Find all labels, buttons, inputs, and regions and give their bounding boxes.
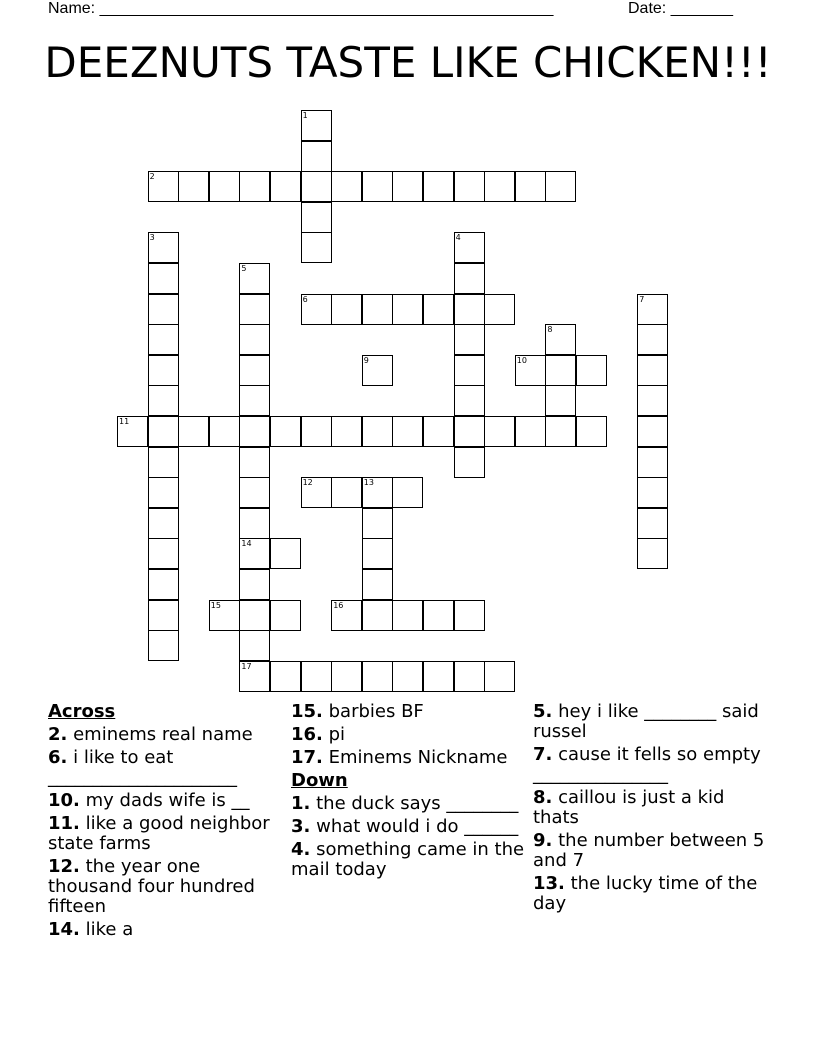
grid-cell[interactable] <box>576 355 607 386</box>
cell-number: 1 <box>302 111 308 120</box>
clue-down-9: 9. the number between 5 and 7 <box>533 830 765 871</box>
grid-cell[interactable] <box>454 294 485 325</box>
grid-cell[interactable] <box>637 324 668 355</box>
grid-cell[interactable] <box>637 538 668 569</box>
grid-cell[interactable] <box>178 416 209 447</box>
grid-cell[interactable] <box>239 661 270 692</box>
grid-cell[interactable] <box>239 294 270 325</box>
grid-cell[interactable] <box>545 385 576 416</box>
cell-number: 15 <box>210 600 221 610</box>
grid-cell[interactable] <box>392 477 423 508</box>
grid-cell[interactable] <box>239 477 270 508</box>
grid-cell[interactable] <box>239 538 270 569</box>
grid-cell[interactable] <box>454 232 485 263</box>
grid-cell[interactable] <box>392 294 423 325</box>
grid-cell[interactable] <box>545 416 576 447</box>
grid-cell[interactable] <box>148 538 179 569</box>
grid-cell[interactable] <box>148 600 179 631</box>
grid-cell[interactable] <box>270 416 301 447</box>
grid-cell[interactable] <box>454 324 485 355</box>
grid-cell[interactable] <box>484 171 515 202</box>
cell-number: 4 <box>455 233 461 243</box>
grid-cell[interactable] <box>148 447 179 478</box>
clue-across-11: 11. like a good neighbor state farms <box>48 813 270 854</box>
cell-number: 17 <box>241 661 252 671</box>
grid-cell[interactable] <box>637 508 668 539</box>
grid-cell[interactable] <box>454 385 485 416</box>
clue-down-8: 8. caillou is just a kid thats <box>533 787 725 828</box>
clue-down-3: 3. what would i do ______ <box>291 816 519 837</box>
grid-cell[interactable] <box>362 294 393 325</box>
grid-cell[interactable] <box>331 171 362 202</box>
grid-cell[interactable] <box>239 385 270 416</box>
grid-cell[interactable] <box>331 661 362 692</box>
clue-across-6: 6. i like to eat _____________________ <box>48 747 237 788</box>
clue-across-14: 14. like a <box>48 919 134 940</box>
grid-cell[interactable] <box>148 385 179 416</box>
clue-across-16: 16. pi <box>291 724 346 745</box>
clue-down-4: 4. something came in the mail today <box>291 839 525 880</box>
cell-number: 13 <box>363 478 374 488</box>
clue-across-10: 10. my dads wife is __ <box>48 790 250 811</box>
grid-cell[interactable] <box>270 661 301 692</box>
grid-cell[interactable] <box>515 416 546 447</box>
grid-cell[interactable] <box>148 171 179 202</box>
grid-cell[interactable] <box>331 294 362 325</box>
grid-cell[interactable] <box>362 661 393 692</box>
grid-cell[interactable] <box>454 416 485 447</box>
grid-cell[interactable] <box>423 416 454 447</box>
clue-down-5: 5. hey i like ________ said russel <box>533 701 759 742</box>
grid-cell[interactable] <box>301 141 332 172</box>
clue-down-1: 1. the duck says ________ <box>291 793 519 814</box>
grid-cell[interactable] <box>148 232 179 263</box>
clue-across-2: 2. eminems real name <box>48 724 253 745</box>
grid-cell[interactable] <box>423 661 454 692</box>
clues-column-2 <box>291 702 527 883</box>
grid-cell[interactable] <box>454 263 485 294</box>
grid-cell[interactable] <box>270 538 301 569</box>
grid-cell[interactable] <box>148 477 179 508</box>
grid-cell[interactable] <box>301 477 332 508</box>
grid-cell[interactable] <box>239 416 270 447</box>
grid-cell[interactable] <box>148 324 179 355</box>
grid-cell[interactable] <box>362 538 393 569</box>
grid-cell[interactable] <box>148 263 179 294</box>
grid-cell[interactable] <box>484 416 515 447</box>
grid-cell[interactable] <box>301 202 332 233</box>
cell-number: 7 <box>639 294 645 304</box>
grid-cell[interactable] <box>392 416 423 447</box>
grid-cell[interactable] <box>209 416 240 447</box>
grid-cell[interactable] <box>301 110 332 141</box>
grid-cell[interactable] <box>239 600 270 631</box>
grid-cell[interactable] <box>301 661 332 692</box>
grid-cell[interactable] <box>117 416 148 447</box>
grid-cell[interactable] <box>576 416 607 447</box>
grid-cell[interactable] <box>545 171 576 202</box>
clue-down-7: 7. cause it fells so empty _______________ <box>533 744 761 785</box>
grid-cell[interactable] <box>423 600 454 631</box>
grid-cell[interactable] <box>392 661 423 692</box>
clue-across-15: 15. barbies BF <box>291 701 424 722</box>
clue-across-12: 12. the year one thousand four hundred fifteen <box>48 856 255 917</box>
grid-cell[interactable] <box>637 477 668 508</box>
grid-cell[interactable] <box>454 355 485 386</box>
grid-cell[interactable] <box>637 416 668 447</box>
grid-cell[interactable] <box>148 630 179 661</box>
grid-cell[interactable] <box>454 171 485 202</box>
grid-cell[interactable] <box>637 294 668 325</box>
grid-cell[interactable] <box>331 416 362 447</box>
grid-cell[interactable] <box>239 355 270 386</box>
grid-cell[interactable] <box>270 600 301 631</box>
grid-cell[interactable] <box>239 508 270 539</box>
cell-number: 9 <box>363 355 369 365</box>
grid-cell[interactable] <box>301 171 332 202</box>
cell-number: 14 <box>241 539 252 549</box>
grid-cell[interactable] <box>454 661 485 692</box>
grid-cell[interactable] <box>362 416 393 447</box>
grid-cell[interactable] <box>239 324 270 355</box>
grid-cell[interactable] <box>239 263 270 294</box>
down-heading: Down <box>291 770 348 791</box>
cell-number: 5 <box>241 264 247 273</box>
across-heading: Across <box>48 701 116 722</box>
grid-cell[interactable] <box>362 508 393 539</box>
grid-cell[interactable] <box>637 447 668 478</box>
cell-number: 8 <box>547 325 553 335</box>
grid-cell[interactable] <box>392 171 423 202</box>
grid-cell[interactable] <box>148 508 179 539</box>
grid-cell[interactable] <box>362 600 393 631</box>
grid-cell[interactable] <box>484 294 515 325</box>
grid-cell[interactable] <box>454 447 485 478</box>
date-field-label[interactable]: Date: _______ <box>628 0 733 17</box>
grid-cell[interactable] <box>362 355 393 386</box>
grid-cell[interactable] <box>331 477 362 508</box>
clue-across-17: 17. Eminems Nickname <box>291 747 508 768</box>
grid-cell[interactable] <box>545 355 576 386</box>
grid-cell[interactable] <box>239 447 270 478</box>
grid-cell[interactable] <box>392 600 423 631</box>
grid-cell[interactable] <box>270 171 301 202</box>
grid-cell[interactable] <box>515 355 546 386</box>
grid-cell[interactable] <box>423 294 454 325</box>
grid-cell[interactable] <box>301 232 332 263</box>
grid-cell[interactable] <box>362 569 393 600</box>
grid-cell[interactable] <box>545 324 576 355</box>
clues-column-3 <box>533 702 773 917</box>
grid-cell[interactable] <box>362 477 393 508</box>
grid-cell[interactable] <box>331 600 362 631</box>
grid-cell[interactable] <box>148 355 179 386</box>
grid-cell[interactable] <box>484 661 515 692</box>
grid-cell[interactable] <box>178 171 209 202</box>
cell-number: 2 <box>149 172 155 182</box>
grid-cell[interactable] <box>148 569 179 600</box>
grid-cell[interactable] <box>239 569 270 600</box>
clues-column-1 <box>48 702 286 943</box>
grid-cell[interactable] <box>423 171 454 202</box>
grid-cell[interactable] <box>637 385 668 416</box>
cell-number: 10 <box>516 355 527 365</box>
cell-number: 3 <box>149 233 155 243</box>
cell-number: 6 <box>302 294 308 304</box>
name-field-label[interactable]: Name: ___________________________________________________ <box>48 0 554 17</box>
grid-cell[interactable] <box>637 355 668 386</box>
grid-cell[interactable] <box>209 600 240 631</box>
clue-down-13: 13. the lucky time of the day <box>533 873 758 914</box>
grid-cell[interactable] <box>239 630 270 661</box>
grid-cell[interactable] <box>148 294 179 325</box>
cell-number: 12 <box>302 478 313 488</box>
cell-number: 16 <box>333 600 344 610</box>
grid-cell[interactable] <box>301 294 332 325</box>
grid-cell[interactable] <box>301 416 332 447</box>
grid-cell[interactable] <box>148 416 179 447</box>
grid-cell[interactable] <box>515 171 546 202</box>
grid-cell[interactable] <box>209 171 240 202</box>
grid-cell[interactable] <box>239 171 270 202</box>
grid-cell[interactable] <box>362 171 393 202</box>
grid-cell[interactable] <box>454 600 485 631</box>
puzzle-title: DEEZNUTS TASTE LIKE CHICKEN!!! <box>44 38 772 87</box>
cell-number: 11 <box>119 417 130 426</box>
